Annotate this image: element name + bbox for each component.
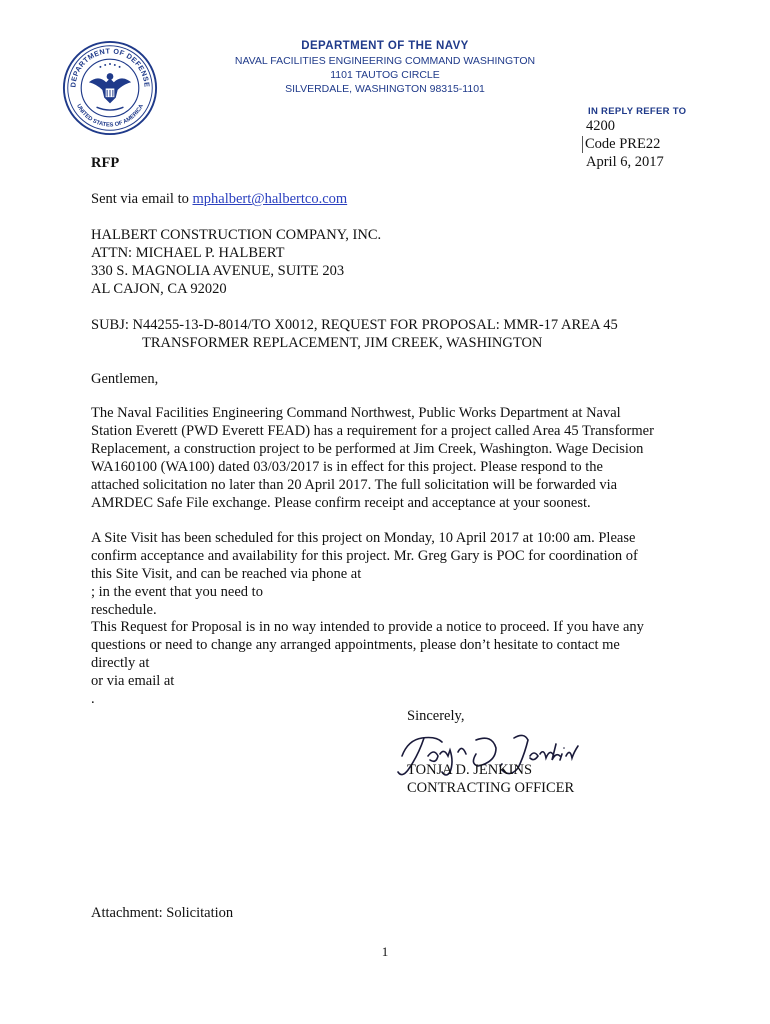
salutation: Gentlemen, [91, 371, 159, 387]
paragraph-line-with-redaction [91, 654, 691, 708]
phone-prefix: this Site Visit, and can be reached via phone at [91, 566, 362, 582]
paragraph-line: AMRDEC Safe File exchange. Please confirm receipt and acceptance at your soonest. [91, 495, 591, 511]
paragraph-line: This Request for Proposal is in no way intended to provide a notice to proceed. If you have any [91, 619, 644, 635]
attachment-line: Attachment: Solicitation [91, 905, 234, 921]
paragraph-line: Replacement, a construction project to be performed at Jim Creek, Washington. Wage Decision [91, 441, 644, 457]
phone-suffix: ; in the event that you need to [91, 584, 263, 600]
paragraph-line: confirm acceptance and availability for this project. Mr. Greg Gary is POC for coordination of [91, 548, 638, 564]
command-name: NAVAL FACILITIES ENGINEERING COMMAND WASHINGTON [234, 55, 536, 67]
seal-bottom-text: UNITED STATES OF AMERICA [75, 103, 145, 129]
rfp-label: RFP [91, 155, 120, 171]
paragraph-line: A Site Visit has been scheduled for this project on Monday, 10 April 2017 at 10:00 am. Please [91, 530, 636, 546]
page-number: 1 [381, 944, 389, 959]
paragraph-line: The Naval Facilities Engineering Command Northwest, Public Works Department at Naval [91, 405, 621, 421]
reference-code: Code PRE22 [582, 136, 660, 153]
closing-sincerely: Sincerely, [407, 708, 465, 724]
paragraph-line: attached solicitation no later than 20 April 2017. The full solicitation will be forwarded via [91, 477, 618, 493]
signer-title: CONTRACTING OFFICER [407, 780, 575, 796]
addressee-attn: ATTN: MICHAEL P. HALBERT [91, 245, 285, 261]
paragraph-line: WA160100 (WA100) dated 03/03/2017 is in effect for this project. Please respond to the [91, 459, 603, 475]
paragraph-line: questions or need to change any arranged appointments, please don’t hesitate to contact me [91, 637, 620, 653]
subject-block [91, 316, 618, 352]
paragraph-line: reschedule. [91, 602, 157, 618]
sent-via-prefix: Sent via email to [91, 191, 193, 207]
paragraph-requirement [91, 404, 691, 512]
signer-name: TONJA D. JENKINS [407, 762, 533, 778]
paragraph-contact [91, 618, 691, 708]
subject-line-2: TRANSFORMER REPLACEMENT, JIM CREEK, WASHINGTON [142, 335, 543, 351]
addressee-street: 330 S. MAGNOLIA AVENUE, SUITE 203 [91, 263, 345, 279]
addressee-city: AL CAJON, CA 92020 [91, 281, 227, 297]
addressee-company: HALBERT CONSTRUCTION COMPANY, INC. [91, 227, 382, 243]
letter-date: April 6, 2017 [586, 154, 664, 170]
command-city: SILVERDALE, WASHINGTON 98315-1101 [285, 83, 485, 95]
contact-suffix: . [91, 691, 95, 707]
reference-number: 4200 [586, 118, 615, 134]
reply-refer-label: IN REPLY REFER TO [588, 106, 687, 117]
contact-middle: or via email at [91, 673, 175, 689]
recipient-email-link[interactable]: mphalbert@halbertco.com [192, 191, 348, 207]
contact-prefix: directly at [91, 655, 150, 671]
department-heading: DEPARTMENT OF THE NAVY [301, 40, 469, 52]
paragraph-site-visit [91, 529, 691, 619]
paragraph-line: Station Everett (PWD Everett FEAD) has a requirement for a project called Area 45 Transformer [91, 423, 654, 439]
command-street: 1101 TAUTOG CIRCLE [330, 69, 440, 81]
seal-top-text: DEPARTMENT OF DEFENSE [68, 46, 152, 88]
sent-via-line [91, 190, 347, 208]
paragraph-line-with-redaction [91, 565, 691, 601]
subject-line-1: SUBJ: N44255-13-D-8014/TO X0012, REQUEST FOR PROPOSAL: MMR-17 AREA 45 [91, 317, 618, 333]
